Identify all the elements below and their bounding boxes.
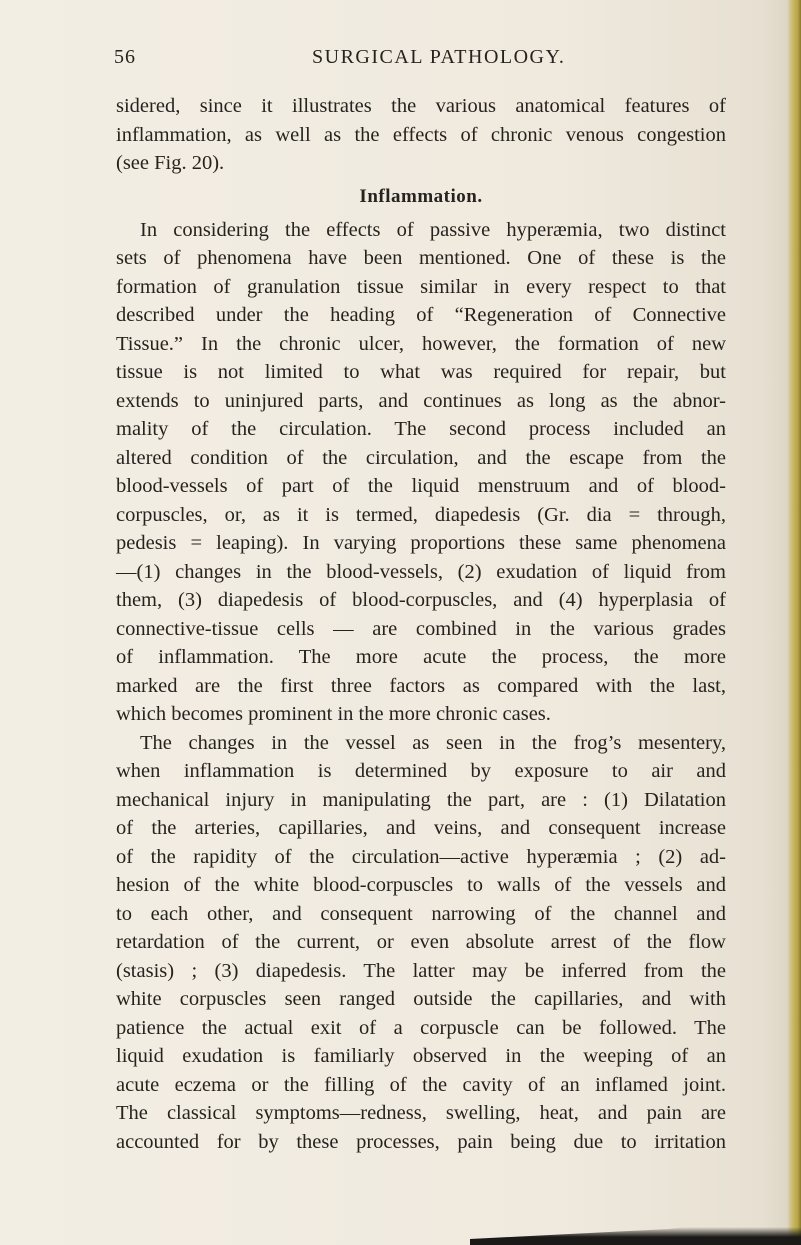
page-number: 56 xyxy=(114,46,136,68)
text-line: corpuscles, or, as it is termed, diapedesis (Gr. dia = through, xyxy=(116,503,726,526)
page-edge-shadow xyxy=(787,0,801,1245)
text-line: formation of granulation tissue similar in every respect to that xyxy=(116,275,726,298)
text-line: The changes in the vessel as seen in the frog’s mesentery, xyxy=(140,731,726,754)
text-line: acute eczema or the filling of the cavity of an inflamed joint. xyxy=(116,1073,726,1096)
text-line: blood-vessels of part of the liquid menstruum and of blood- xyxy=(116,475,726,497)
text-line: (see Fig. 20). xyxy=(116,152,225,174)
text-line: tissue is not limited to what was required for repair, but xyxy=(116,361,726,383)
text-line: white corpuscles seen ranged outside the capillaries, and with xyxy=(116,988,726,1010)
text-line: (stasis) ; (3) diapedesis. The latter may be inferred from the xyxy=(116,959,726,982)
text-line: connective-tissue cells — are combined in the various grades xyxy=(116,617,726,640)
text-line: sets of phenomena have been mentioned. One of these is the xyxy=(116,247,726,269)
text-line: mechanical injury in manipulating the part, are : (1) Dilatation xyxy=(116,788,726,811)
text-line: when inflammation is determined by exposure to air and xyxy=(116,760,726,782)
text-line: pedesis = leaping). In varying proportions these same phenomena xyxy=(116,532,726,554)
text-line: altered condition of the circulation, and the escape from the xyxy=(116,446,726,469)
text-line: mality of the circulation. The second process included an xyxy=(116,418,726,440)
text-line: In considering the effects of passive hyperæmia, two distinct xyxy=(140,218,726,241)
body-text xyxy=(116,92,726,1156)
text-line: patience the actual exit of a corpuscle can be followed. The xyxy=(116,1016,726,1039)
text-line: of the rapidity of the circulation—active hyperæmia ; (2) ad- xyxy=(116,845,726,868)
text-line: hesion of the white blood-corpuscles to walls of the vessels and xyxy=(116,874,726,896)
text-line: Tissue.” In the chronic ulcer, however, the formation of new xyxy=(116,332,726,355)
text-line: retardation of the current, or even absolute arrest of the flow xyxy=(116,931,726,953)
text-line: to each other, and consequent narrowing of the channel and xyxy=(116,902,726,925)
text-line: liquid exudation is familiarly observed in the weeping of an xyxy=(116,1045,726,1067)
text-line: The classical symptoms—redness, swelling, heat, and pain are xyxy=(116,1102,726,1124)
text-line: marked are the first three factors as compared with the last, xyxy=(116,674,726,697)
text-line: —(1) changes in the blood-vessels, (2) exudation of liquid from xyxy=(116,560,726,583)
running-title: SURGICAL PATHOLOGY. xyxy=(312,46,566,68)
text-line: inflammation, as well as the effects of chronic venous congestion xyxy=(116,123,726,146)
section-heading: Inflammation. xyxy=(359,185,483,207)
text-line: which becomes prominent in the more chronic cases. xyxy=(116,703,551,725)
text-line: them, (3) diapedesis of blood-corpuscles, and (4) hyperplasia of xyxy=(116,589,726,611)
text-line: extends to uninjured parts, and continues as long as the abnor- xyxy=(116,389,726,412)
text-line: described under the heading of “Regeneration of Connective xyxy=(116,304,726,326)
text-line: accounted for by these processes, pain being due to irritation xyxy=(116,1130,726,1153)
text-line: of inflammation. The more acute the process, the more xyxy=(116,646,726,668)
text-line: sidered, since it illustrates the various anatomical features of xyxy=(116,95,726,117)
page-header xyxy=(114,46,714,76)
text-line: of the arteries, capillaries, and veins, and consequent increase xyxy=(116,817,726,839)
